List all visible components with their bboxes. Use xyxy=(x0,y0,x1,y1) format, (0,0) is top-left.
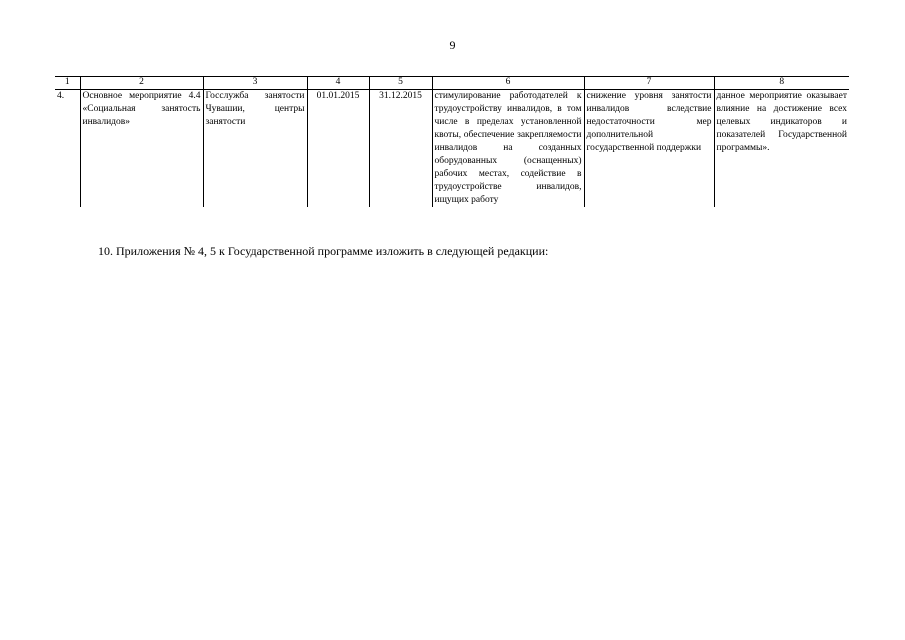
consequences-cell: снижение уровня занятости инвалидов вследствие недостаточности мер дополнительной государственной поддержки xyxy=(584,90,714,208)
page-number: 9 xyxy=(449,38,456,52)
program-table xyxy=(55,76,849,207)
header-cell: 2 xyxy=(80,77,203,90)
amendment-paragraph: 10. Приложения № 4, 5 к Государственной программе изложить в следующей редакции: xyxy=(98,244,549,258)
event-cell: Основное мероприятие 4.4 «Социальная занятость инвалидов» xyxy=(80,90,203,208)
table-header-row xyxy=(55,77,849,90)
header-cell: 1 xyxy=(55,77,80,90)
start-date-cell: 01.01.2015 xyxy=(307,90,369,208)
header-cell: 7 xyxy=(584,77,714,90)
table-row xyxy=(55,90,849,208)
header-cell: 6 xyxy=(432,77,584,90)
connection-cell: данное мероприятие оказывает влияние на достижение всех целевых индикаторов и показателей Государственной программы». xyxy=(714,90,849,208)
result-cell: стимулирование работодателей к трудоустройству инвалидов, в том числе в пределах установленной квоты, обеспечение закрепляемости инвалидов на созданных оборудованных (оснащенных) рабочих местах, содействие в трудоустройстве инвалидов, ищущих работу xyxy=(432,90,584,208)
end-date-cell: 31.12.2015 xyxy=(369,90,432,208)
header-cell: 4 xyxy=(307,77,369,90)
row-number-cell: 4. xyxy=(55,90,80,208)
header-cell: 5 xyxy=(369,77,432,90)
header-cell: 8 xyxy=(714,77,849,90)
executor-cell: Госслужба занятости Чувашии, центры занятости xyxy=(203,90,307,208)
header-cell: 3 xyxy=(203,77,307,90)
